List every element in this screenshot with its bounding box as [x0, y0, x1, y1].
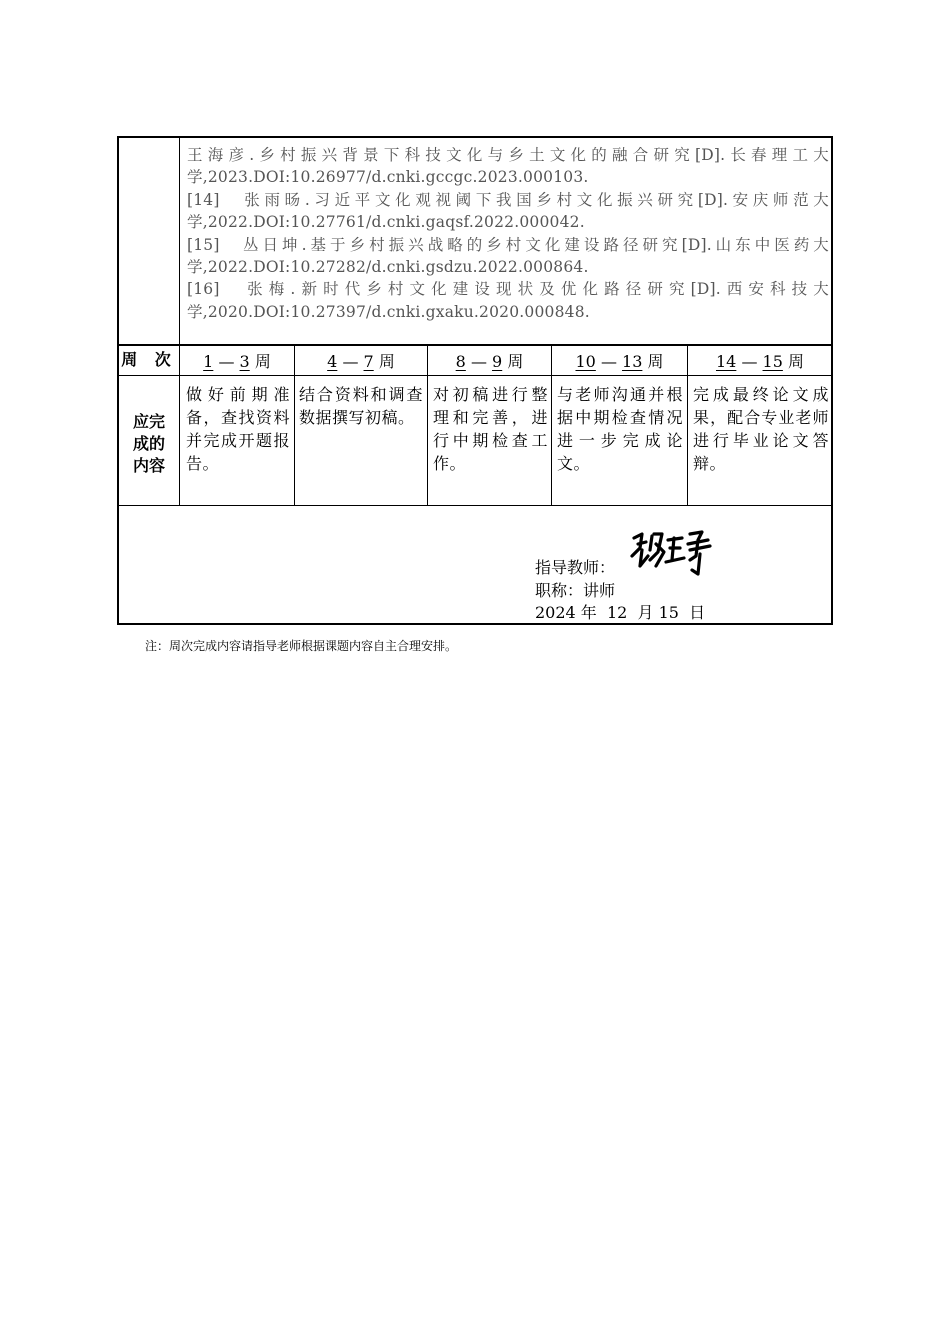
content-cell-5: 完成最终论文成果，配合专业老师进行毕业论文答辩。 [693, 385, 829, 473]
content-cell-1: 做好前期准备，查找资料并完成开题报告。 [186, 385, 290, 473]
reference-list [187, 144, 829, 323]
reference-item: [15] 丛日坤.基于乡村振兴战略的乡村文化建设路径研究[D].山东中医药大学,2022.DOI:10.27282/d.cnki.gsdzu.2022.000864. [187, 235, 829, 277]
week-row-bottom-rule [118, 375, 832, 376]
label-column-divider [179, 137, 180, 505]
reference-item: [14] 张雨旸.习近平文化观视阈下我国乡村文化振兴研究[D].安庆师范大学,2022.DOI:10.27761/d.cnki.gaqsf.2022.000042. [187, 190, 829, 232]
reference-item: [16] 张梅.新时代乡村文化建设现状及优化路径研究[D].西安科技大学,2020.DOI:10.27397/d.cnki.gxaku.2020.000848. [187, 280, 829, 321]
content-row-bottom-rule [118, 505, 832, 506]
references-bottom-rule [118, 344, 832, 346]
reference-item: 王海彦.乡村振兴背景下科技文化与乡土文化的融合研究[D].长春理工大学,2023.DOI:10.26977/d.cnki.gccgc.2023.000103. [187, 146, 829, 187]
week-range-5: 14 — 15 周 [715, 352, 804, 371]
week-range-3: 8 — 9 周 [455, 352, 524, 371]
content-cell-4: 与老师沟通并根据中期检查情况进一步完成论文。 [557, 385, 683, 473]
footnote: 注：周次完成内容请指导老师根据课题内容自主合理安排。 [145, 639, 458, 653]
sign-date: 2024 年 12 月 15 日 [535, 603, 706, 622]
title-line: 职称：讲师 [535, 581, 616, 600]
content-label: 应完成的内容 [132, 412, 165, 475]
advisor-line: 指导教师： [535, 558, 616, 577]
week-range-4: 10 — 13 周 [575, 352, 664, 371]
handwritten-signature [628, 526, 718, 578]
content-cell-3: 对初稿进行整理和完善，进行中期检查工作。 [433, 385, 548, 473]
week-range-2: 4 — 7 周 [327, 352, 395, 371]
content-cell-2: 结合资料和调查数据撰写初稿。 [299, 385, 423, 427]
week-label: 周 次 [121, 350, 177, 369]
week-range-1: 1 — 3 周 [203, 352, 271, 371]
